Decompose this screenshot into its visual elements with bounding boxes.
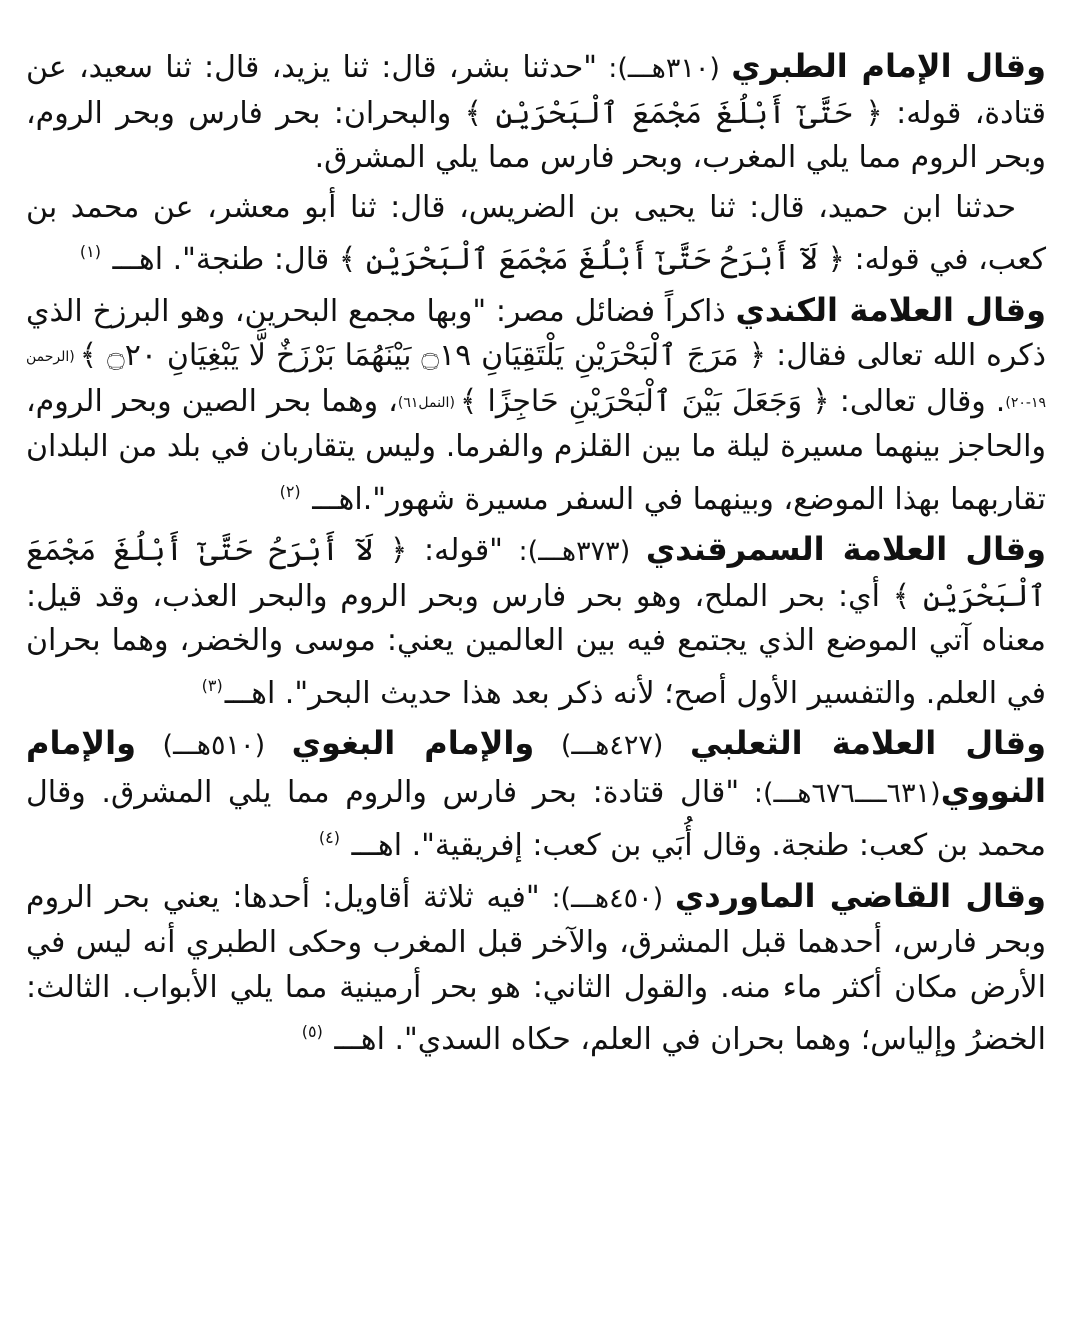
quran-verse: ﴿ وَجَعَلَ بَيْنَ ٱلْبَحْرَيْنِ حَاجِزًا ﴾	[459, 383, 830, 419]
scholar-name: وقال العلامة الكندي	[735, 290, 1047, 329]
paragraph-tabari	[26, 44, 1046, 181]
surah-reference: (النمل٦١)	[397, 394, 460, 411]
surah-reference: (الرحمن ١٩-٢٠)	[26, 349, 1046, 411]
hijri-date: (٣١٠هـــ):	[597, 53, 732, 84]
quran-verse: ﴿ لَآ أَبْرَحُ حَتَّىٰٓ أَبْلُغَ مَجْمَعَ ٱلْبَحْرَيْنِ ﴾	[338, 242, 845, 277]
body-text: "قوله:	[407, 533, 503, 568]
body-text: أي: بحر الملح، وهو بحر فارس وبحر الروم والبحر العذب، وقد قيل: معناه آتي الموضع الذي يجتمع فيه بين العالمين يعني: موسى والخضر، وهما بحران في العلم. والتفسير الأول أصح؛ لأنه ذكر بعد هذا حديث البحر". اهـــ	[26, 578, 1046, 711]
quran-verse: ﴿ حَتَّىٰٓ أَبْلُغَ مَجْمَعَ ٱلْبَحْرَيْنِ ﴾	[464, 95, 883, 131]
paragraph-tabari-continued	[26, 186, 1046, 283]
body-text: "قال قتادة: بحر فارس والروم مما يلي المشرق. وقال محمد بن كعب: طنجة. وقال أُبَي بن كعب: إفريقية". اهـــ	[26, 774, 1046, 863]
body-text: ذاكراً فضائل مصر: "وبها مجمع البحرين، وهو البرزخ الذي ذكره الله تعالى فقال:	[26, 293, 1047, 373]
quran-verse: ﴿ مَرَجَ ٱلْبَحْرَيْنِ يَلْتَقِيَانِ ۝١٩ بَيْنَهُمَا بَرْزَخٌ لَّا يَبْغِيَانِ ۝٢٠ ﴾	[79, 338, 767, 373]
body-text: حدثنا ابن حميد، قال: ثنا يحيى بن الضريس، قال: ثنا أبو معشر، عن محمد بن كعب، في قوله:	[26, 189, 1046, 277]
body-text: "فيه ثلاثة أقاويل: أحدها: يعني بحر الروم وبحر فارس، أحدهما قبل المشرق، والآخر قبل المغرب وحكى الطبري أنه ليس في الأرض مكان أكثر ماء منه. والقول الثاني: هو بحر أرمينية مما يلي الأبواب. الثالث: الخضرُ وإلياس؛ وهما بحران في العلم، حكاه السدي". اهـــ	[26, 879, 1046, 1057]
quran-verse: ﴿ لَآ أَبْرَحُ حَتَّىٰٓ أَبْلُغَ مَجْمَعَ ٱلْبَحْرَيْنِ ﴾	[26, 533, 1046, 614]
scholar-name: وقال الإمام الطبري	[731, 47, 1047, 85]
body-text: "حدثنا بشر، قال: ثنا يزيد، قال: ثنا سعيد، عن قتادة، قوله:	[26, 50, 1046, 131]
scholar-name: وقال القاضي الماوردي	[674, 876, 1047, 915]
footnote-marker[interactable]: (٣)	[201, 675, 223, 695]
footnote-marker[interactable]: (٥)	[301, 1022, 323, 1041]
hijri-date: (٤٢٧هـــ)	[534, 730, 690, 761]
hijri-date: (٤٥٠هـــ):	[539, 882, 675, 914]
hijri-date: (٣٧٣هـــ):	[502, 536, 646, 567]
scholar-name: والإمام البغوي	[291, 724, 535, 762]
body-text: قال: طنجة". اهـــ	[102, 242, 339, 277]
body-text: . وقال تعالى:	[829, 383, 1006, 419]
paragraph-samarqandi	[26, 527, 1046, 716]
body-text: ، وهما بحر الصين وبحر الروم، والحاجز بينهما مسيرة ليلة ما بين القلزم والفرما. وليس يتقاربان في بلد من البلدان تقاربهما بهذا الموضع، وبينهما في السفر مسيرة شهور".اهـــ	[26, 383, 1046, 517]
scholar-name: وقال العلامة السمرقندي	[645, 530, 1047, 568]
hijri-date: (٥١٠هـــ)	[135, 730, 292, 761]
paragraph-kindi	[26, 288, 1046, 523]
paragraph-thaalabi-baghawi-nawawi	[26, 721, 1046, 869]
paragraph-mawardi	[26, 874, 1046, 1063]
footnote-marker[interactable]: (٤)	[318, 828, 340, 847]
hijri-date: (٦٣١ــــ٦٧٦هـــ):	[739, 777, 941, 809]
footnote-marker[interactable]: (١)	[79, 242, 101, 261]
body-text: والبحران: بحر فارس وبحر الروم، وبحر الروم مما يلي المغرب، وبحر فارس مما يلي المشرق.	[26, 95, 1046, 175]
scholar-name: والإمام النووي	[26, 724, 1047, 810]
footnote-marker[interactable]: (٢)	[279, 481, 301, 501]
scholar-name: وقال العلامة الثعلبي	[689, 724, 1047, 762]
